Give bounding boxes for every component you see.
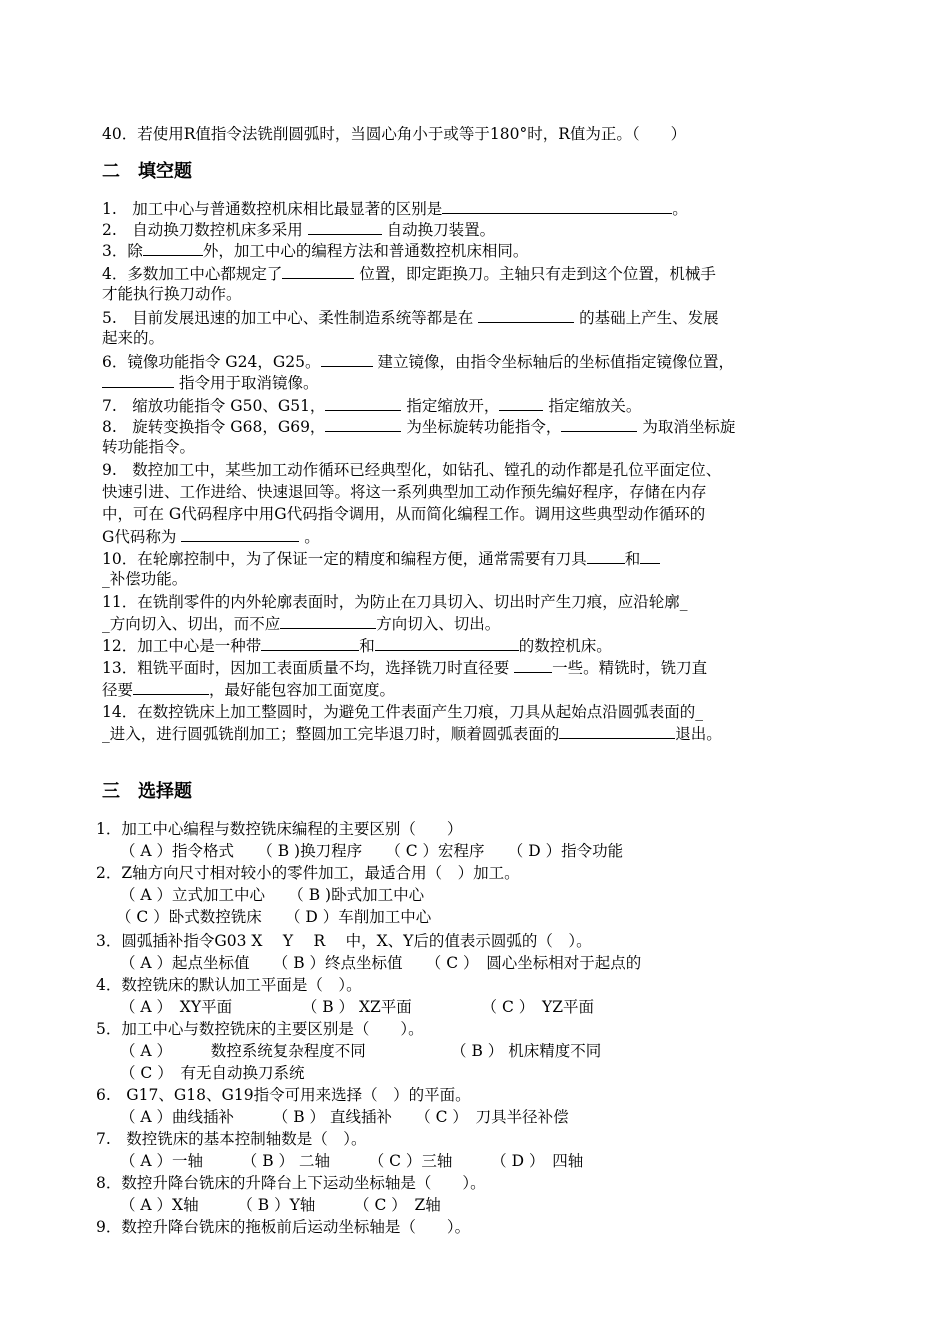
choice-q7-options: （ A ）一轴 （ B ） 二轴 （ C ）三轴 （ D ） 四轴 [120,1152,584,1170]
fill-q9-cont3: G代码称为 。 [102,528,320,546]
answer-blank[interactable] [587,548,625,564]
answer-blank[interactable] [478,307,574,323]
answer-blank[interactable] [561,416,637,432]
fill-q5-cont: 起来的。 [102,329,165,347]
fill-q3: 3．除 外，加工中心的编程方法和普通数控机床相同。 [102,242,529,260]
answer-blank[interactable] [102,372,174,388]
choice-q2-options-2: （ C ）卧式数控铣床 （ D ）车削加工中心 [116,908,432,926]
fill-q7: 7. 缩放功能指令 G50、G51， 指定缩放开， 指定缩放关。 [102,397,642,415]
fill-q11: 11．在铣削零件的内外轮廓表面时，为防止在刀具切入、切出时产生刀痕，应沿轮廓_ [102,593,688,611]
answer-blank[interactable] [133,679,209,695]
fill-q9: 9. 数控加工中，某些加工动作循环已经典型化，如钻孔、镗孔的动作都是孔位平面定位、 [102,461,722,479]
answer-blank[interactable] [325,395,401,411]
fill-q9-cont2: 中，可在 G代码程序中用G代码指令调用，从而简化编程工作。调用这些典型动作循环的 [102,505,706,523]
fill-q13: 13．粗铣平面时，因加工表面质量不均，选择铣刀时直径要 一些。精铣时，铣刀直 [102,659,708,677]
choice-q5-options-2: （ C ） 有无自动换刀系统 [120,1064,305,1082]
fill-q1: 1. 加工中心与普通数控机床相比最显著的区别是 。 [102,200,688,218]
choice-q8-options: （ A ）X轴 （ B ）Y轴 （ C ） Z轴 [120,1196,441,1214]
fill-q2: 2. 自动换刀数控机床多采用 自动换刀装置。 [102,221,496,239]
choice-q4-options: （ A ） XY平面 （ B ） XZ平面 （ C ） YZ平面 [120,998,595,1016]
choice-q3-options: （ A ）起点坐标值 （ B ）终点坐标值 （ C ） 圆心坐标相对于起点的 [120,954,642,972]
fill-q6-cont: 指令用于取消镜像。 [102,372,318,393]
answer-blank[interactable] [143,240,203,256]
choice-q4: 4．数控铣床的默认加工平面是（ ）。 [96,976,362,994]
choice-q9: 9．数控升降台铣床的拖板前后运动坐标轴是（ ）。 [96,1218,471,1236]
fill-q8: 8. 旋转变换指令 G68，G69， 为坐标旋转功能指令， 为取消坐标旋 [102,418,736,436]
choice-q7: 7. 数控铣床的基本控制轴数是（ ）。 [96,1130,367,1148]
choice-q3: 3．圆弧插补指令G03 X Y R 中，X、Y后的值表示圆弧的（ ）。 [96,932,592,950]
choice-q1-options: （ A ）指令格式 （ B )换刀程序 （ C ）宏程序 （ D ）指令功能 [120,842,624,860]
fill-q13-cont: 径要 ，最好能包容加工面宽度。 [102,681,396,699]
choice-q1: 1．加工中心编程与数控铣床编程的主要区别（ ） [96,820,463,838]
answer-blank[interactable] [261,635,359,651]
answer-blank[interactable] [514,657,552,673]
section-fill-title: 二 填空题 [102,161,192,182]
choice-q2: 2．Z轴方向尺寸相对较小的零件加工，最适合用（ ）加工。 [96,864,520,882]
choice-q6-options: （ A ）曲线插补 （ B ） 直线插补 （ C ） 刀具半径补偿 [120,1108,569,1126]
fill-q12: 12．加工中心是一种带 和 的数控机床。 [102,637,612,655]
choice-q5: 5．加工中心与数控铣床的主要区别是（ ）。 [96,1020,424,1038]
answer-blank[interactable] [442,198,672,214]
answer-blank[interactable] [280,613,376,629]
answer-blank[interactable] [181,526,299,542]
fill-q10-cont: _补偿功能。 [102,570,188,588]
fill-q4: 4．多数加工中心都规定了 位置，即定距换刀。主轴只有走到这个位置，机械手 [102,265,716,283]
fill-q11-cont: _方向切入、切出，而不应 方向切入、切出。 [102,615,501,633]
fill-q14: 14．在数控铣床上加工整圆时，为避免工件表面产生刀痕，刀具从起始点沿圆弧表面的_ [102,703,703,721]
answer-blank[interactable] [499,395,543,411]
answer-blank[interactable] [559,723,675,739]
fill-q14-cont: _进入，进行圆弧铣削加工；整圆加工完毕退刀时，顺着圆弧表面的 退出。 [102,725,722,743]
answer-blank[interactable] [325,416,401,432]
answer-blank[interactable] [308,219,382,235]
fill-q10: 10．在轮廓控制中，为了保证一定的精度和编程方便，通常需要有刀具 和 [102,548,660,569]
fill-q8-cont: 转功能指令。 [102,438,196,456]
fill-q9-cont1: 快速引进、工作进给、快速退回等。将这一系列典型加工动作预先编好程序，存储在内存 [102,483,707,501]
answer-blank[interactable] [282,263,354,279]
answer-blank[interactable] [640,548,660,564]
choice-q6: 6. G17、G18、G19指令可用来选择（ ）的平面。 [96,1086,471,1104]
answer-blank[interactable] [321,351,373,367]
question-40: 40．若使用R值指令法铣削圆弧时，当圆心角小于或等于180°时，R值为正。（ ） [102,125,687,143]
fill-q5: 5. 目前发展迅速的加工中心、柔性制造系统等都是在 的基础上产生、发展 [102,309,719,327]
choice-q2-options-1: （ A ）立式加工中心 （ B )卧式加工中心 [120,886,425,904]
fill-q4-cont: 才能执行换刀动作。 [102,285,242,303]
section-choice-title: 三 选择题 [102,781,192,802]
choice-q5-options-1: （ A ） 数控系统复杂程度不同 （ B ） 机床精度不同 [120,1042,602,1060]
fill-q6: 6．镜像功能指令 G24，G25。 建立镜像，由指令坐标轴后的坐标值指定镜像位置， [102,353,734,371]
choice-q8: 8．数控升降台铣床的升降台上下运动坐标轴是（ ）。 [96,1174,486,1192]
answer-blank[interactable] [375,635,519,651]
